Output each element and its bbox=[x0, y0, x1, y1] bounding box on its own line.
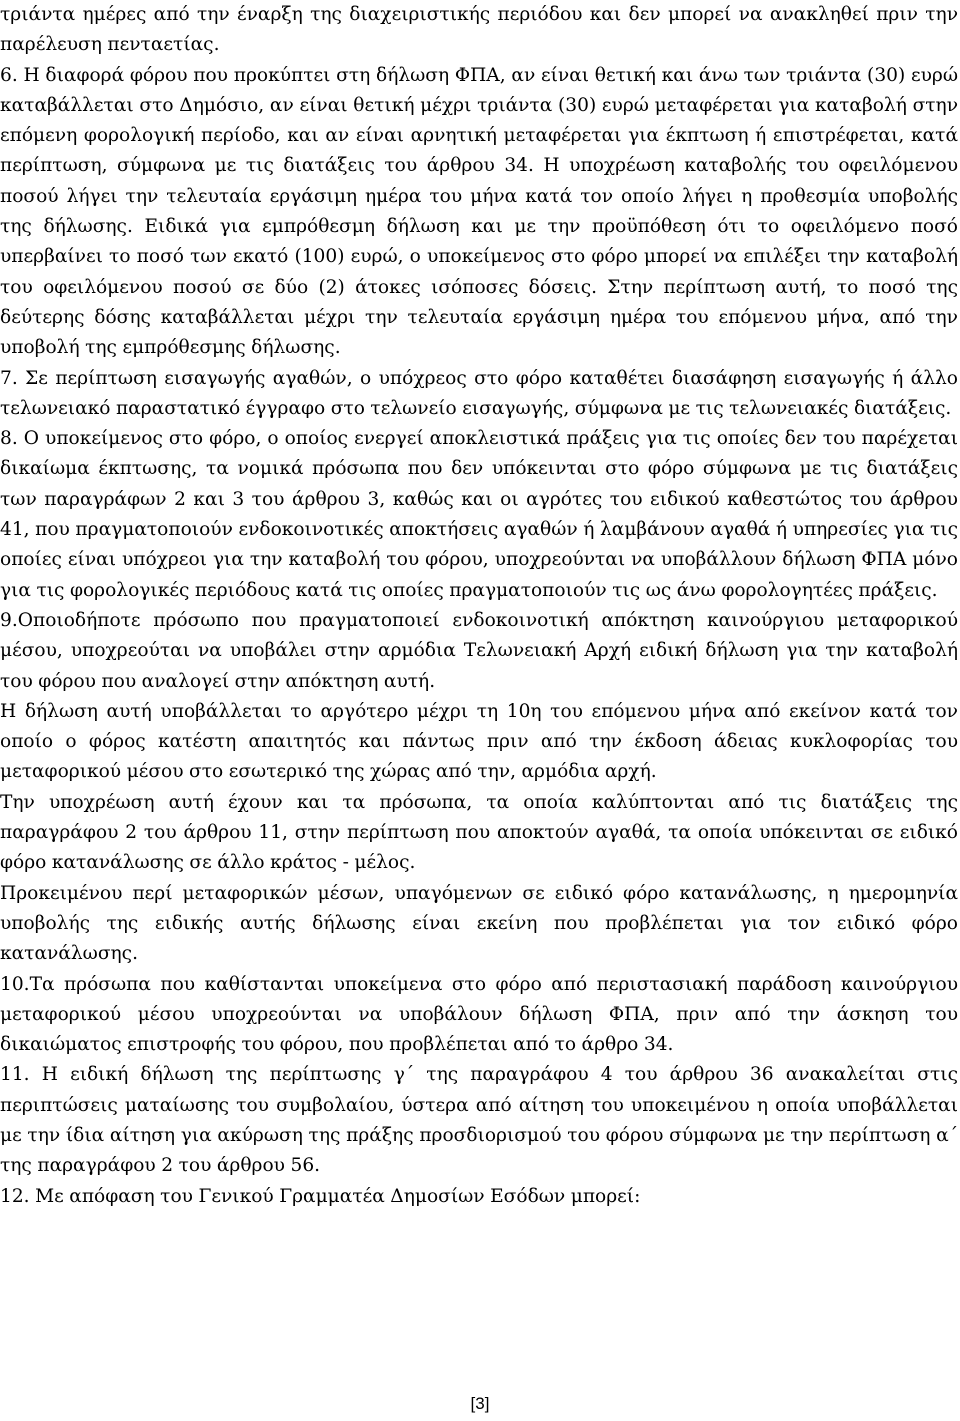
paragraph-6: 6. Η διαφορά φόρου που προκύπτει στη δήλωση ΦΠΑ, αν είναι θετική και άνω των τριάντα (30) ευρώ καταβάλλεται στο Δημόσιο, αν είναι θετική μέχρι τριάντα (30) ευρώ μεταφέρεται για καταβολή στην επόμενη φορολογική περίοδο, και αν είναι αρνητική μεταφέρεται για έκπτωση ή επιστρέφεται, κατά περίπτωση, σύμφωνα με τις διατάξεις του άρθρου 34. Η υποχρέωση καταβολής του οφειλόμενου ποσού λήγει την τελευταία εργάσιμη ημέρα του μήνα κατά τον οποίο λήγει η προθεσμία υποβολής της δήλωσης. Ειδικά για εμπρόθεσμη δήλωση και με την προϋπόθεση ότι το οφειλόμενο ποσό υπερβαίνει το ποσό των εκατό (100) ευρώ, ο υποκείμενος στο φόρο μπορεί να επιλέξει την καταβολή του οφειλόμενου ποσού σε δύο (2) άτοκες ισόποσες δόσεις. Στην περίπτωση αυτή, το ποσό της δεύτερης δόσης καταβάλλεται μέχρι την τελευταία εργάσιμη ημέρα του επόμενου μήνα, από την υποβολή της εμπρόθεσμης δήλωσης. bbox=[0, 64, 958, 359]
paragraph-12: 12. Με απόφαση του Γενικού Γραμματέα Δημοσίων Εσόδων μπορεί: bbox=[0, 1185, 641, 1207]
paragraph-9-vehicles: Προκειμένου περί μεταφορικών μέσων, υπαγόμενων σε ειδικό φόρο κατανάλωσης, η ημερομηνία υποβολής της ειδικής αυτής δήλωσης είναι εκείνη που προβλέπεται για τον ειδικό φόρο κατανάλωσης. bbox=[0, 882, 958, 965]
page-number: [3] bbox=[470, 1394, 490, 1413]
paragraph-8: 8. Ο υποκείμενος στο φόρο, ο οποίος ενεργεί αποκλειστικά πράξεις για τις οποίες δεν του παρέχεται δικαίωμα έκπτωσης, τα νομικά πρόσωπα που δεν υπόκεινται στο φόρο σύμφωνα με τις διατάξεις των παραγράφων 2 και 3 του άρθρου 3, καθώς και οι αγρότες του ειδικού καθεστώτος του άρθρου 41, που πραγματοποιούν ενδοκοινοτικές αποκτήσεις αγαθών ή λαμβάνουν αγαθά ή υπηρεσίες για τις οποίες είναι υπόχρεοι για την καταβολή του φόρου, υποχρεούνται να υποβάλλουν δήλωση ΦΠΑ μόνο για τις φορολογικές περιόδους κατά τις οποίες πραγματοποιούν τις ως άνω φορολογητέες πράξεις. bbox=[0, 428, 958, 601]
paragraph-continuation: τριάντα ημέρες από την έναρξη της διαχειριστικής περιόδου και δεν μπορεί να ανακληθεί πριν την παρέλευση πενταετίας. bbox=[0, 4, 958, 56]
paragraph-9-obligation: Την υποχρέωση αυτή έχουν και τα πρόσωπα, τα οποία καλύπτονται από τις διατάξεις της παραγράφου 2 του άρθρου 11, στην περίπτωση που αποκτούν αγαθά, τα οποία υπόκεινται σε ειδικό φόρο κατανάλωσης σε άλλο κράτος - μέλος. bbox=[0, 791, 958, 874]
paragraph-9-deadline: Η δήλωση αυτή υποβάλλεται το αργότερο μέχρι τη 10η του επόμενου μήνα από εκείνον κατά τον οποίο ο φόρος κατέστη απαιτητός και πάντως πριν από την έκδοση άδειας κυκλοφορίας του μεταφορικού μέσου στο εσωτερικό της χώρας από την, αρμόδια αρχή. bbox=[0, 700, 958, 783]
paragraph-10: 10.Τα πρόσωπα που καθίστανται υποκείμενα στο φόρο από περιστασιακή παράδοση καινούργιου μεταφορικού μέσου υποχρεούνται να υποβάλουν δήλωση ΦΠΑ, πριν από την άσκηση του δικαιώματος επιστροφής του φόρου, που προβλέπεται από το άρθρο 34. bbox=[0, 973, 958, 1056]
paragraph-7: 7. Σε περίπτωση εισαγωγής αγαθών, ο υπόχρεος στο φόρο καταθέτει διασάφηση εισαγωγής ή άλλο τελωνειακό παραστατικό έγγραφο στο τελωνείο εισαγωγής, σύμφωνα με τις τελωνειακές διατάξεις. bbox=[0, 367, 958, 419]
paragraph-11: 11. Η ειδική δήλωση της περίπτωσης γ΄ της παραγράφου 4 του άρθρου 36 ανακαλείται στις περιπτώσεις ματαίωσης του συμβολαίου, ύστερα από αίτηση του υποκειμένου η οποία υποβάλλεται με την ίδια αίτηση για ακύρωση της πράξης προσδιορισμού του φόρου σύμφωνα με την περίπτωση α΄ της παραγράφου 2 του άρθρου 56. bbox=[0, 1064, 958, 1177]
paragraph-9: 9.Οποιοδήποτε πρόσωπο που πραγματοποιεί ενδοκοινοτική απόκτηση καινούργιου μεταφορικού μέσου, υποχρεούται να υποβάλει στην αρμόδια Τελωνειακή Αρχή ειδική δήλωση για την καταβολή του φόρου που αναλογεί στην απόκτηση αυτή. bbox=[0, 609, 958, 692]
